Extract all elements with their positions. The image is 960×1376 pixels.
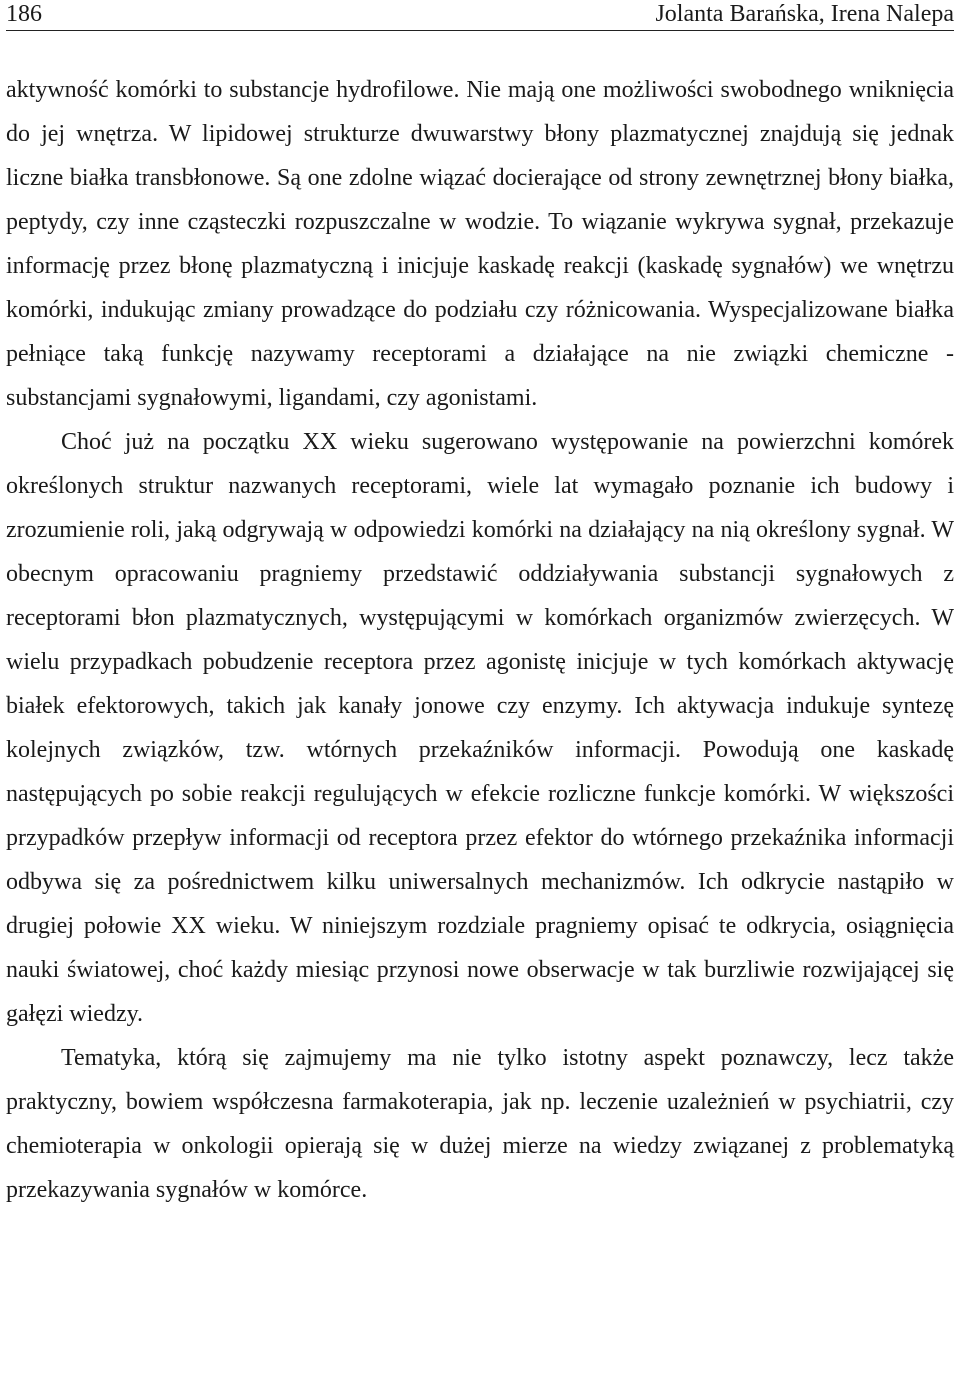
paragraph-2: Choć już na początku XX wieku sugerowano występowanie na powierzchni komórek określonych struktur nazwanych receptorami, wiele lat wymagało poznanie ich budowy i zrozumienie roli, jaką odgrywają w odpowiedzi komórki na działający na nią określony sygnał. W obecnym opracowaniu pragniemy przedstawić oddziaływania substancji sygnałowych z receptorami błon plazmatycznych, występującymi w komórkach organizmów zwierzęcych. W wielu przypadkach pobudzenie receptora przez agonistę inicjuje w tych komórkach aktywację białek efektorowych, takich jak kanały jonowe czy enzymy. Ich aktywacja indukuje syntezę kolejnych związków, tzw. wtórnych przekaźników informacji. Powodują one kaskadę następujących po sobie reakcji regulujących w efekcie rozliczne funkcje komórki. W większości przypadków przepływ informacji od receptora przez efektor do wtórnego przekaźnika informacji odbywa się za pośrednictwem kilku uniwersalnych mechanizmów. Ich odkrycie nastąpiło w drugiej połowie XX wieku. W niniejszym rozdziale pragniemy opisać te odkrycia, osiągnięcia nauki światowej, choć każdy miesiąc przynosi nowe obserwacje w tak burzliwie rozwijającej się gałęzi wiedzy.	[6, 429, 954, 1027]
body-text	[6, 68, 954, 1212]
header-authors: Jolanta Barańska, Irena Nalepa	[655, 1, 954, 27]
running-header	[6, 0, 954, 31]
page-number: 186	[6, 1, 42, 27]
paragraph-3: Tematyka, którą się zajmujemy ma nie tylko istotny aspekt poznawczy, lecz także praktyczny, bowiem współczesna farmakoterapia, jak np. leczenie uzależnień w psychiatrii, czy chemioterapia w onkologii opierają się w dużej mierze na wiedzy związanej z problematyką przekazywania sygnałów w komórce.	[6, 1045, 954, 1203]
paragraph-1: aktywność komórki to substancje hydrofilowe. Nie mają one możliwości swobodnego wniknięcia do jej wnętrza. W lipidowej strukturze dwuwarstwy błony plazmatycznej znajdują się jednak liczne białka transbłonowe. Są one zdolne wiązać docierające od strony zewnętrznej błony białka, peptydy, czy inne cząsteczki rozpuszczalne w wodzie. To wiązanie wykrywa sygnał, przekazuje informację przez błonę plazmatyczną i inicjuje kaskadę reakcji (kaskadę sygnałów) we wnętrzu komórki, indukując zmiany prowadzące do podziału czy różnicowania. Wyspecjalizowane białka pełniące taką funkcję nazywamy receptorami a działające na nie związki chemiczne - substancjami sygnałowymi, ligandami, czy agonistami.	[6, 77, 954, 411]
